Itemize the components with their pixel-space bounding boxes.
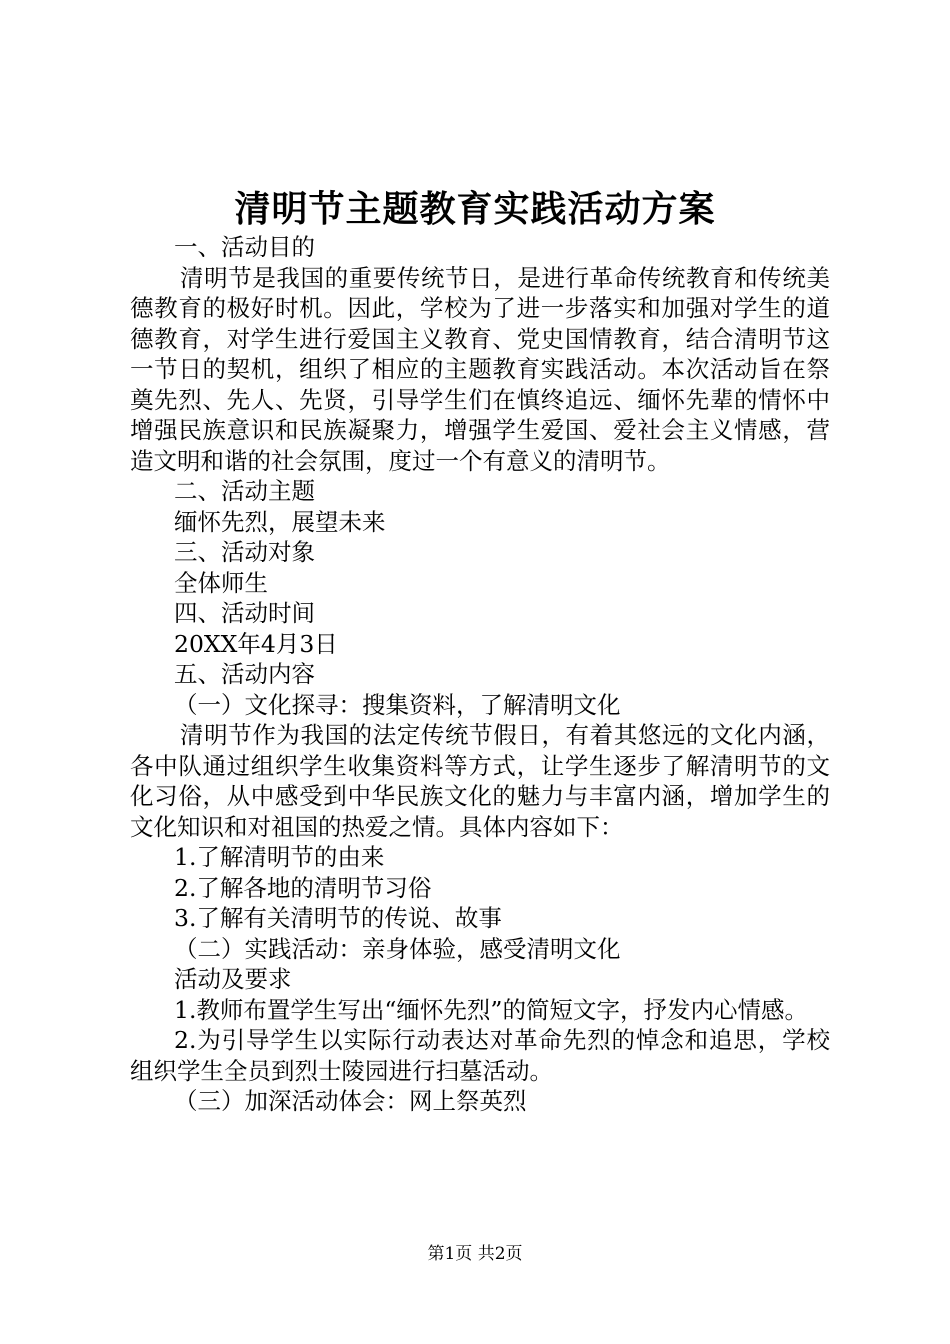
section-heading-theme: 二、活动主题: [174, 477, 315, 505]
section-heading-audience: 三、活动对象: [174, 538, 315, 566]
list-item: 1.了解清明节的由来: [174, 843, 385, 871]
paragraph-purpose: 清明节是我国的重要传统节日，是进行革命传统教育和传统美德教育的极好时机。因此，学校为了进一步落实和加强对学生的道德教育，对学生进行爱国主义教育、党史国情教育，结合清明节这一节日的契机，组织了相应的主题教育实践活动。本次活动旨在祭奠先烈、先人、先贤，引导学生们在慎终追远、缅怀先辈的情怀中增强民族意识和民族凝聚力，增强学生爱国、爱社会主义情感，营造文明和谐的社会氛围，度过一个有意义的清明节。: [130, 263, 830, 475]
page-footer: 第1页 共2页: [427, 1244, 523, 1264]
list-item: 2.为引导学生以实际行动表达对革命先烈的悼念和追思，学校组织学生全员到烈士陵园进行扫墓活动。: [130, 1026, 830, 1085]
list-item: 2.了解各地的清明节习俗: [174, 873, 432, 902]
document-body: [130, 232, 830, 1117]
subsection-heading-2: （二）实践活动：亲身体验，感受清明文化: [174, 934, 621, 963]
list-item: 3.了解有关清明节的传说、故事: [174, 904, 502, 932]
paragraph-audience: 全体师生: [174, 568, 268, 597]
paragraph-culture: 清明节作为我国的法定传统节假日，有着其悠远的文化内涵，各中队通过组织学生收集资料等方式，让学生逐步了解清明节的文化习俗，从中感受到中华民族文化的魅力与丰富内涵，增加学生的文化知识和对祖国的热爱之情。具体内容如下：: [130, 721, 830, 841]
subsection-heading-1: （一）文化探寻：搜集资料，了解清明文化: [174, 690, 621, 719]
section-heading-content: 五、活动内容: [174, 660, 315, 688]
document-title: 清明节主题教育实践活动方案: [234, 188, 716, 230]
paragraph-time: 20XX年4月3日: [174, 629, 338, 658]
subsection-heading-3: （三）加深活动体会：网上祭英烈: [174, 1087, 527, 1115]
list-item: 1.教师布置学生写出“缅怀先烈”的简短文字，抒发内心情感。: [174, 995, 808, 1024]
paragraph-theme: 缅怀先烈，展望未来: [174, 507, 386, 536]
section-heading-time: 四、活动时间: [174, 599, 315, 627]
paragraph-requirements-label: 活动及要求: [174, 965, 292, 993]
section-heading-purpose: 一、活动目的: [174, 233, 315, 261]
